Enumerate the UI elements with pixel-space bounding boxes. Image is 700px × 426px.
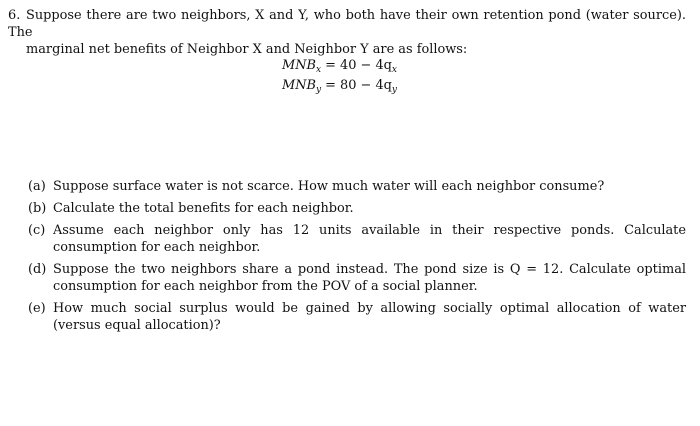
part-label: (a) — [28, 179, 46, 194]
part-label: (e) — [28, 301, 46, 316]
equation-rhs-subscript: x — [391, 65, 397, 75]
equation-lhs: MNB — [282, 58, 316, 73]
question-part-c — [28, 222, 686, 256]
problem-statement — [8, 7, 686, 58]
part-label: (b) — [28, 201, 47, 216]
part-text: How much social surplus would be gained by allowing socially optimal allocation of water (versus equal allocation)? — [53, 301, 686, 333]
equation-rhs: = 40 − 4q — [325, 58, 392, 73]
question-parts-list — [28, 178, 686, 339]
intro-line-1: Suppose there are two neighbors, X and Y, who both have their own retention pond (water source). The — [8, 8, 686, 40]
problem-intro — [8, 7, 686, 41]
equation-lhs-subscript: x — [315, 65, 322, 75]
equation-rhs-subscript: y — [391, 85, 398, 95]
part-label: (c) — [28, 223, 46, 238]
equation-mnb-y — [282, 76, 482, 96]
equation-rhs: = 80 − 4q — [325, 78, 392, 93]
part-text: Calculate the total benefits for each neighbor. — [53, 201, 354, 216]
part-label: (d) — [28, 262, 47, 277]
part-text: Suppose the two neighbors share a pond instead. The pond size is Q = 12. Calculate optimal consumption for each neighbor from the POV of a social planner. — [53, 262, 686, 294]
question-part-b — [28, 200, 686, 217]
question-part-a — [28, 178, 686, 195]
equation-mnb-x — [282, 56, 482, 76]
problem-number: 6. — [8, 8, 21, 23]
intro-line-2: marginal net benefits of Neighbor X and Neighbor Y are as follows: — [26, 42, 468, 57]
question-part-e — [28, 300, 686, 334]
part-text: Suppose surface water is not scarce. How much water will each neighbor consume? — [53, 179, 605, 194]
equations-block — [282, 56, 482, 96]
equation-lhs-subscript: y — [315, 85, 322, 95]
question-part-d — [28, 261, 686, 295]
part-text: Assume each neighbor only has 12 units available in their respective ponds. Calculate consumption for each neighbor. — [53, 223, 686, 255]
equation-lhs: MNB — [282, 78, 316, 93]
